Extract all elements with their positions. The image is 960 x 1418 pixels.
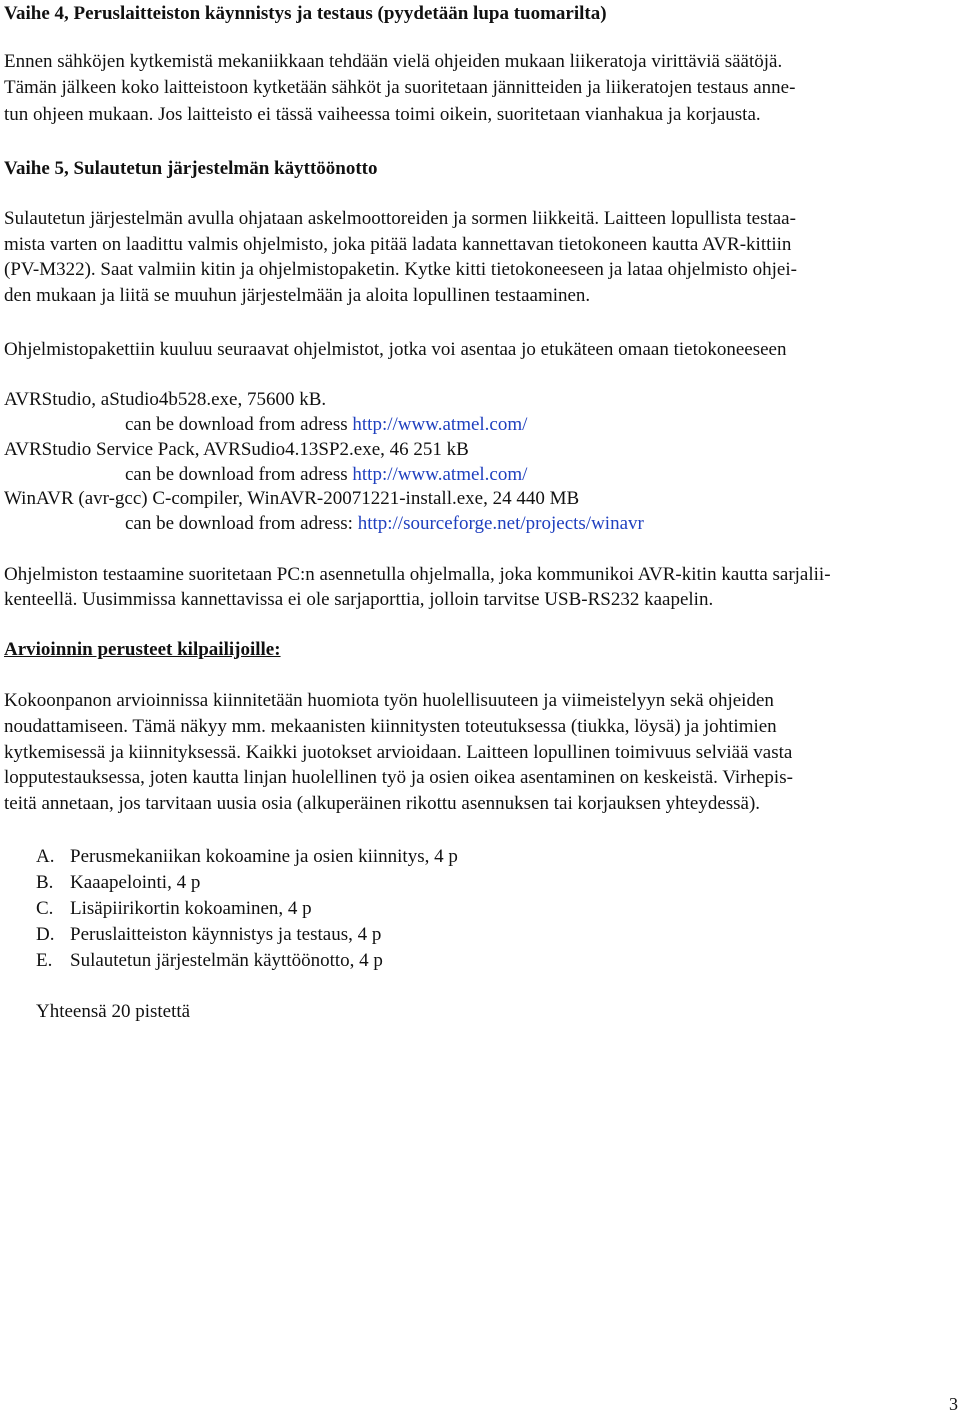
download-link[interactable]: http://www.atmel.com/ bbox=[352, 414, 528, 435]
criteria-line-2: noudattamiseen. Tämä näkyy mm. mekaanisten kiinnitysten toteutuksessa (tiukka, löysä) ja johtimien bbox=[4, 716, 777, 737]
download-link[interactable]: http://www.atmel.com/ bbox=[352, 464, 528, 485]
section4-line-1: Ennen sähköjen kytkemistä mekaniikkaan tehdään vielä ohjeiden mukaan liikeratoja virittäviä säätöjä. bbox=[4, 51, 783, 72]
criteria-line-3: kytkemisessä ja kiinnityksessä. Kaikki juotokset arvioidaan. Laitteen lopullinen toimivuus selviää vasta bbox=[4, 742, 793, 763]
criteria-line-5: teitä annetaan, jos tarvitaan uusia osia (alkuperäinen rikottu asennuksen tai korjauksen yhteydessä). bbox=[4, 793, 761, 814]
software-item-name: AVRStudio, aStudio4b528.exe, 75600 kB. bbox=[4, 389, 327, 410]
list-letter: E. bbox=[36, 950, 53, 971]
download-link[interactable]: http://sourceforge.net/projects/winavr bbox=[357, 513, 644, 534]
section5-line-4: den mukaan ja liitä se muuhun järjestelmään ja aloita lopullinen testaaminen. bbox=[4, 285, 591, 306]
section5-line-1: Sulautetun järjestelmän avulla ohjataan askelmoottoreiden ja sormen liikkeitä. Laitteen lopullista testaa- bbox=[4, 208, 796, 229]
testing-line-2: kenteellä. Uusimmissa kannettavissa ei ole sarjaporttia, jolloin tarvitse USB-RS232 kaapelin. bbox=[4, 589, 714, 610]
software-item-download bbox=[125, 463, 527, 487]
page-number: 3 bbox=[949, 1394, 958, 1414]
list-letter: A. bbox=[36, 846, 55, 867]
software-item-name: AVRStudio Service Pack, AVRSudio4.13SP2.exe, 46 251 kB bbox=[4, 439, 469, 460]
software-item-download bbox=[125, 413, 527, 437]
list-item bbox=[36, 871, 200, 895]
list-letter: D. bbox=[36, 924, 55, 945]
criteria-line-4: lopputestauksessa, joten kautta linjan huolellinen työ ja osien oikea asentaminen on keskeistä. Virhepis- bbox=[4, 767, 793, 788]
section5-line-2: mista varten on laadittu valmis ohjelmisto, joka pitää ladata kannettavan tietokoneen kautta AVR-kittiin bbox=[4, 234, 792, 255]
list-letter: C. bbox=[36, 898, 54, 919]
list-item bbox=[36, 845, 458, 869]
section4-line-2: Tämän jälkeen koko laitteistoon kytketään sähköt ja suoritetaan jännitteiden ja liikeratojen testaus anne- bbox=[4, 77, 796, 98]
list-text: Peruslaitteiston käynnistys ja testaus, 4 p bbox=[70, 924, 382, 945]
section5-line-3: (PV-M322). Saat valmiin kitin ja ohjelmistopaketin. Kytke kitti tietokoneeseen ja lataa ohjelmisto ohjei- bbox=[4, 259, 797, 280]
section4-heading: Vaihe 4, Peruslaitteiston käynnistys ja testaus (pyydetään lupa tuomarilta) bbox=[4, 3, 607, 24]
download-prefix: can be download from adress bbox=[125, 464, 353, 485]
list-item bbox=[36, 949, 383, 973]
list-item bbox=[36, 897, 312, 921]
download-prefix: can be download from adress: bbox=[125, 513, 358, 534]
software-item-download bbox=[125, 512, 644, 536]
total-points: Yhteensä 20 pistettä bbox=[36, 1001, 191, 1022]
list-text: Kaaapelointi, 4 p bbox=[70, 872, 201, 893]
section4-line-3: tun ohjeen mukaan. Jos laitteisto ei tässä vaiheessa toimi oikein, suoritetaan vianhakua ja korjausta. bbox=[4, 104, 761, 125]
download-prefix: can be download from adress bbox=[125, 414, 353, 435]
list-text: Lisäpiirikortin kokoaminen, 4 p bbox=[70, 898, 312, 919]
criteria-heading: Arvioinnin perusteet kilpailijoille: bbox=[4, 639, 281, 660]
list-letter: B. bbox=[36, 872, 54, 893]
list-text: Perusmekaniikan kokoamine ja osien kiinnitys, 4 p bbox=[70, 846, 458, 867]
software-item-name: WinAVR (avr-gcc) C-compiler, WinAVR-20071221-install.exe, 24 440 MB bbox=[4, 488, 580, 509]
list-item bbox=[36, 923, 381, 947]
testing-line-1: Ohjelmiston testaamine suoritetaan PC:n asennetulla ohjelmalla, joka kommunikoi AVR-kitin kautta sarjalii- bbox=[4, 564, 831, 585]
software-intro: Ohjelmistopakettiin kuuluu seuraavat ohjelmistot, jotka voi asentaa jo etukäteen omaan tietokoneeseen bbox=[4, 339, 787, 360]
list-text: Sulautetun järjestelmän käyttöönotto, 4 p bbox=[70, 950, 383, 971]
section5-heading: Vaihe 5, Sulautetun järjestelmän käyttöönotto bbox=[4, 158, 378, 179]
criteria-line-1: Kokoonpanon arvioinnissa kiinnitetään huomiota työn huolellisuuteen ja viimeistelyyn sekä ohjeiden bbox=[4, 690, 774, 711]
